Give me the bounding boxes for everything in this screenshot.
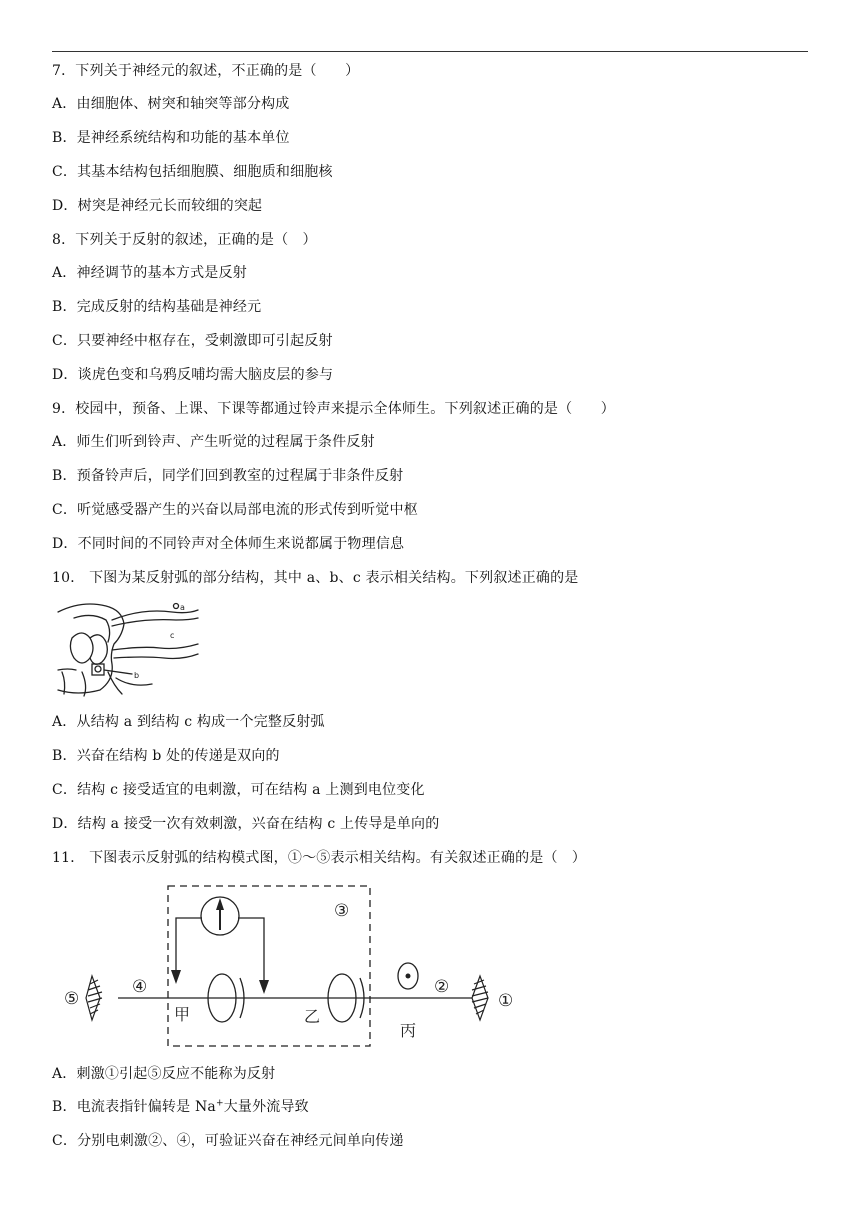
- q9-option-c: C．听觉感受器产生的兴奋以局部电流的形式传到听觉中枢: [52, 502, 418, 518]
- q9-option-d: D．不同时间的不同铃声对全体师生来说都属于物理信息: [52, 536, 405, 552]
- fig11-label-bing: 丙: [400, 1021, 417, 1040]
- q9-option-b: B．预备铃声后，同学们回到教室的过程属于非条件反射: [52, 468, 404, 484]
- fig11-label-3: ③: [334, 901, 350, 921]
- reflex-arc-schematic-figure: [52, 880, 532, 1052]
- q7-option-d: D．树突是神经元长而较细的突起: [52, 198, 263, 214]
- q8-option-c: C．只要神经中枢存在，受刺激即可引起反射: [52, 333, 333, 349]
- q10-stem: 10． 下图为某反射弧的部分结构，其中 a、b、c 表示相关结构。下列叙述正确的是: [52, 570, 579, 586]
- fig10-label-c: c: [170, 631, 175, 640]
- q11-option-c: C．分别电刺激②、④，可验证兴奋在神经元间单向传递: [52, 1133, 404, 1149]
- q7-option-c: C．其基本结构包括细胞膜、细胞质和细胞核: [52, 164, 333, 180]
- q11-stem: 11． 下图表示反射弧的结构模式图，①～⑤表示相关结构。有关叙述正确的是（ ）: [52, 850, 587, 866]
- q11-option-b-post: 大量外流导致: [223, 1099, 309, 1115]
- q8-option-d: D．谈虎色变和乌鸦反哺均需大脑皮层的参与: [52, 367, 334, 383]
- q8-option-a: A．神经调节的基本方式是反射: [52, 265, 247, 281]
- fig11-label-4: ④: [132, 977, 148, 997]
- reflex-arc-sketch-figure: [52, 598, 200, 698]
- fig11-label-2: ②: [434, 977, 450, 997]
- q11-option-a: A．刺激①引起⑤反应不能称为反射: [52, 1066, 276, 1082]
- q10-option-c: C．结构 c 接受适宜的电刺激，可在结构 a 上测到电位变化: [52, 782, 425, 798]
- q9-option-a: A．师生们听到铃声、产生听觉的过程属于条件反射: [52, 434, 375, 450]
- q7-option-a: A．由细胞体、树突和轴突等部分构成: [52, 96, 290, 112]
- q10-option-a: A．从结构 a 到结构 c 构成一个完整反射弧: [52, 714, 325, 730]
- receptor-icon: [472, 976, 488, 1020]
- q7-stem: 7．下列关于神经元的叙述，不正确的是（ ）: [52, 63, 360, 79]
- q11-option-b: [52, 1097, 309, 1117]
- effector-icon: [86, 976, 102, 1020]
- header-rule: [52, 51, 808, 52]
- fig11-label-1: ①: [498, 991, 514, 1011]
- q9-stem: 9．校园中，预备、上课、下课等都通过铃声来提示全体师生。下列叙述正确的是（ ）: [52, 401, 615, 417]
- q7-option-b: B．是神经系统结构和功能的基本单位: [52, 130, 290, 146]
- q10-option-b: B．兴奋在结构 b 处的传递是双向的: [52, 748, 280, 764]
- q11-option-b-sup: +: [215, 1098, 224, 1109]
- fig10-label-b: b: [134, 671, 140, 680]
- q8-option-b: B．完成反射的结构基础是神经元: [52, 299, 262, 315]
- fig11-label-yi: 乙: [304, 1007, 321, 1026]
- fig11-label-5: ⑤: [64, 989, 80, 1009]
- q11-option-b-pre: B．电流表指针偏转是 Na: [52, 1099, 216, 1115]
- q10-option-d: D．结构 a 接受一次有效刺激，兴奋在结构 c 上传导是单向的: [52, 816, 440, 832]
- fig10-label-a: a: [180, 603, 185, 612]
- q8-stem: 8．下列关于反射的叙述，正确的是（ ）: [52, 232, 317, 248]
- fig11-label-jia: 甲: [174, 1005, 191, 1024]
